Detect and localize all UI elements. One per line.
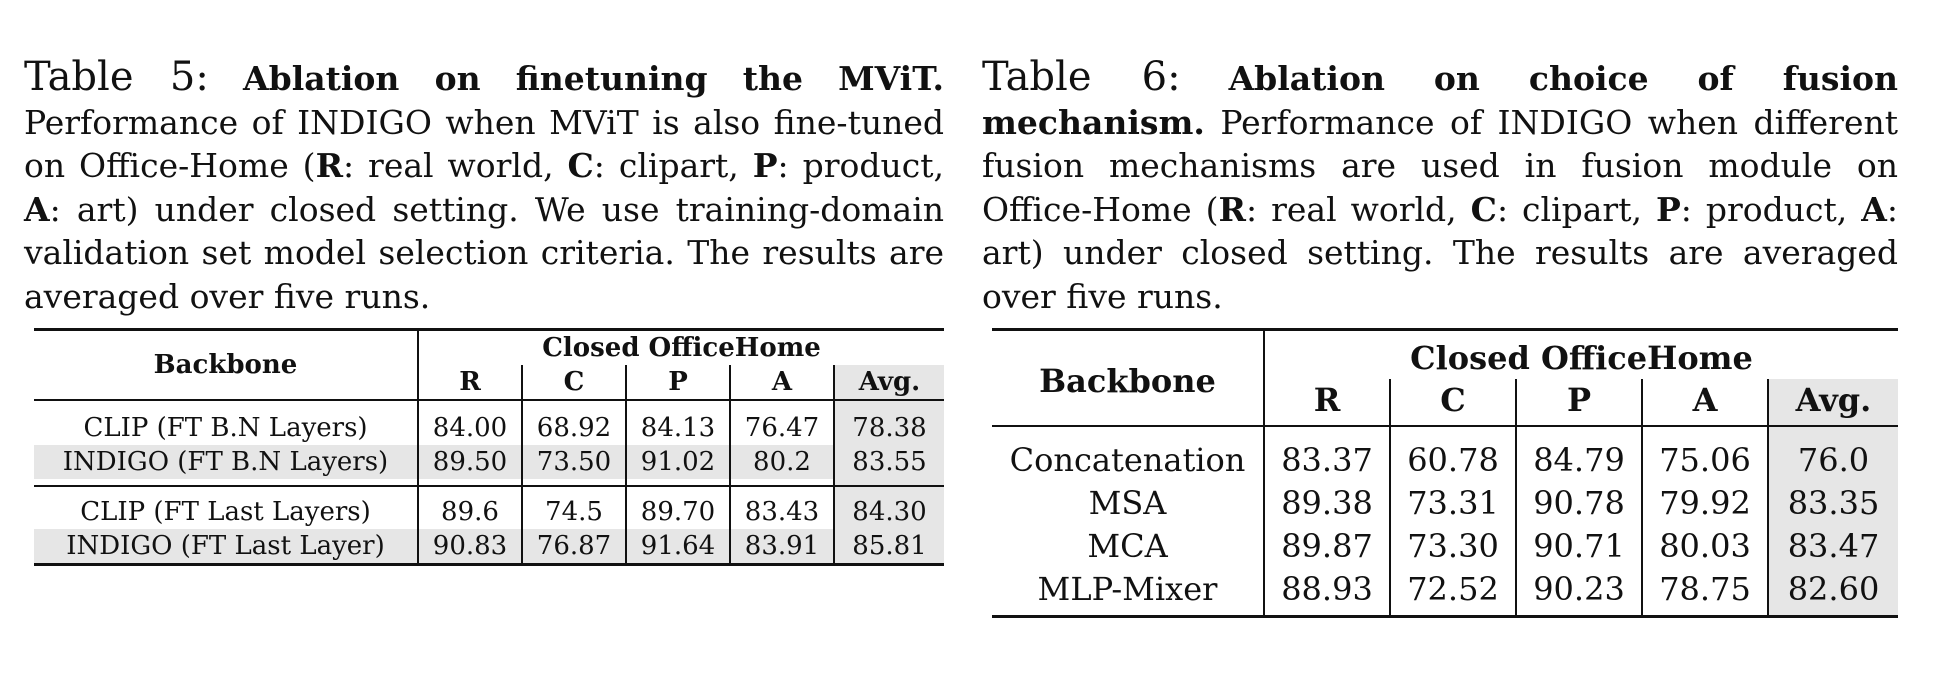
table6-key-p: P bbox=[1655, 189, 1681, 229]
table6-text-r: : real world, bbox=[1245, 189, 1471, 229]
cell-r: 89.38 bbox=[1264, 482, 1390, 525]
cell-a: 83.43 bbox=[730, 486, 834, 529]
cell-c: 76.87 bbox=[522, 529, 626, 565]
table-row bbox=[992, 525, 1898, 568]
cell-avg: 84.30 bbox=[834, 486, 944, 529]
row-backbone: MLP-Mixer bbox=[992, 568, 1264, 617]
table5-caption-text2: : art) under closed setting. We use training-domain validation set model selection criteria. The results are averaged over five runs. bbox=[24, 189, 944, 316]
cell-r: 90.83 bbox=[418, 529, 522, 565]
cell-avg: 83.47 bbox=[1768, 525, 1898, 568]
table-row bbox=[34, 445, 944, 479]
row-backbone: Concatenation bbox=[1009, 441, 1246, 479]
cell-a: 75.06 bbox=[1642, 426, 1768, 482]
table5-col-r: R bbox=[418, 365, 522, 400]
table6-header-backbone: Backbone bbox=[992, 330, 1264, 427]
cell-avg: 82.60 bbox=[1768, 568, 1898, 617]
cell-avg: 83.55 bbox=[834, 445, 944, 479]
table5-header-group: Closed OfficeHome bbox=[418, 330, 944, 366]
table6-text-p: : product, bbox=[1680, 189, 1862, 229]
row-backbone: MSA bbox=[1088, 484, 1167, 522]
cell-p: 91.64 bbox=[626, 529, 730, 565]
table5-text-p: : product, bbox=[777, 146, 944, 185]
table5-caption-text1: Performance of INDIGO when MViT is also fine-tuned on Office-Home ( bbox=[24, 102, 944, 185]
cell-c: 68.92 bbox=[522, 400, 626, 445]
table5-key-p: P bbox=[752, 146, 778, 185]
cell-c: 73.30 bbox=[1390, 525, 1516, 568]
cell-p: 84.13 bbox=[626, 400, 730, 445]
cell-c: 72.52 bbox=[1390, 568, 1516, 617]
cell-a: 78.75 bbox=[1642, 568, 1768, 617]
table5-label: Table 5: bbox=[24, 54, 209, 100]
table-row bbox=[992, 568, 1898, 617]
cell-a: 83.91 bbox=[730, 529, 834, 565]
table6-caption bbox=[982, 56, 1898, 318]
table5-key-a: A bbox=[24, 189, 50, 229]
cell-p: 91.02 bbox=[626, 445, 730, 479]
cell-r: 83.37 bbox=[1264, 426, 1390, 482]
cell-avg: 78.38 bbox=[834, 400, 944, 445]
cell-a: 79.92 bbox=[1642, 482, 1768, 525]
table5-text-r: : real world, bbox=[343, 146, 568, 185]
table6-key-c: C bbox=[1470, 189, 1497, 229]
table5-text-c: : clipart, bbox=[593, 146, 753, 185]
table6-col-avg: Avg. bbox=[1768, 379, 1898, 426]
cell-a: 80.03 bbox=[1642, 525, 1768, 568]
row-backbone: MCA bbox=[1087, 527, 1168, 565]
table5-col-p: P bbox=[626, 365, 730, 400]
table-row bbox=[34, 529, 944, 565]
cell-avg: 83.35 bbox=[1768, 482, 1898, 525]
table6-text-c: : clipart, bbox=[1496, 189, 1656, 229]
cell-p: 90.78 bbox=[1516, 482, 1642, 525]
table-row bbox=[34, 486, 944, 529]
table6-panel bbox=[982, 56, 1898, 618]
table6-title: Ablation on choice of fusion mechanism. bbox=[982, 59, 1899, 142]
table5-panel bbox=[24, 56, 944, 566]
cell-c: 60.78 bbox=[1390, 426, 1516, 482]
cell-c: 74.5 bbox=[522, 486, 626, 529]
cell-r: 89.6 bbox=[418, 486, 522, 529]
cell-a: 76.47 bbox=[730, 400, 834, 445]
table5-col-avg: Avg. bbox=[834, 365, 944, 400]
table6-key-a: A bbox=[1861, 189, 1887, 229]
table5-title: Ablation on finetuning the MViT. bbox=[243, 59, 945, 98]
row-backbone: INDIGO (FT Last Layer) bbox=[34, 529, 418, 565]
cell-r: 89.50 bbox=[418, 445, 522, 479]
table6-label: Table 6: bbox=[982, 54, 1181, 100]
table5-header-backbone: Backbone bbox=[34, 330, 418, 401]
table5-col-c: C bbox=[522, 365, 626, 400]
cell-r: 84.00 bbox=[418, 400, 522, 445]
row-backbone: INDIGO (FT B.N Layers) bbox=[62, 447, 389, 477]
cell-p: 89.70 bbox=[626, 486, 730, 529]
table5-col-a: A bbox=[730, 365, 834, 400]
cell-p: 84.79 bbox=[1516, 426, 1642, 482]
table5-key-c: C bbox=[567, 146, 594, 185]
table-row bbox=[992, 482, 1898, 525]
table6 bbox=[992, 328, 1898, 618]
row-backbone: CLIP (FT B.N Layers) bbox=[83, 413, 368, 443]
table6-col-r: R bbox=[1264, 379, 1390, 426]
cell-p: 90.71 bbox=[1516, 525, 1642, 568]
table-row bbox=[34, 400, 944, 445]
cell-c: 73.50 bbox=[522, 445, 626, 479]
row-backbone: CLIP (FT Last Layers) bbox=[34, 486, 418, 529]
table6-col-p: P bbox=[1516, 379, 1642, 426]
table5-caption bbox=[24, 56, 944, 318]
table6-caption-text2: : art) under closed setting. The results are averaged over five runs. bbox=[982, 189, 1898, 316]
table6-header-group: Closed OfficeHome bbox=[1264, 330, 1898, 380]
cell-avg: 76.0 bbox=[1768, 426, 1898, 482]
table-row bbox=[992, 426, 1898, 482]
table6-col-a: A bbox=[1642, 379, 1768, 426]
table5-key-r: R bbox=[315, 146, 343, 185]
cell-c: 73.31 bbox=[1390, 482, 1516, 525]
table6-caption-text1: Performance of INDIGO when different fusion mechanisms are used in fusion module on Office-Home ( bbox=[982, 102, 1898, 229]
cell-a: 80.2 bbox=[730, 445, 834, 479]
table5 bbox=[34, 328, 944, 566]
cell-p: 90.23 bbox=[1516, 568, 1642, 617]
table6-key-r: R bbox=[1218, 189, 1246, 229]
cell-avg: 85.81 bbox=[834, 529, 944, 565]
table6-col-c: C bbox=[1390, 379, 1516, 426]
cell-r: 88.93 bbox=[1264, 568, 1390, 617]
cell-r: 89.87 bbox=[1264, 525, 1390, 568]
